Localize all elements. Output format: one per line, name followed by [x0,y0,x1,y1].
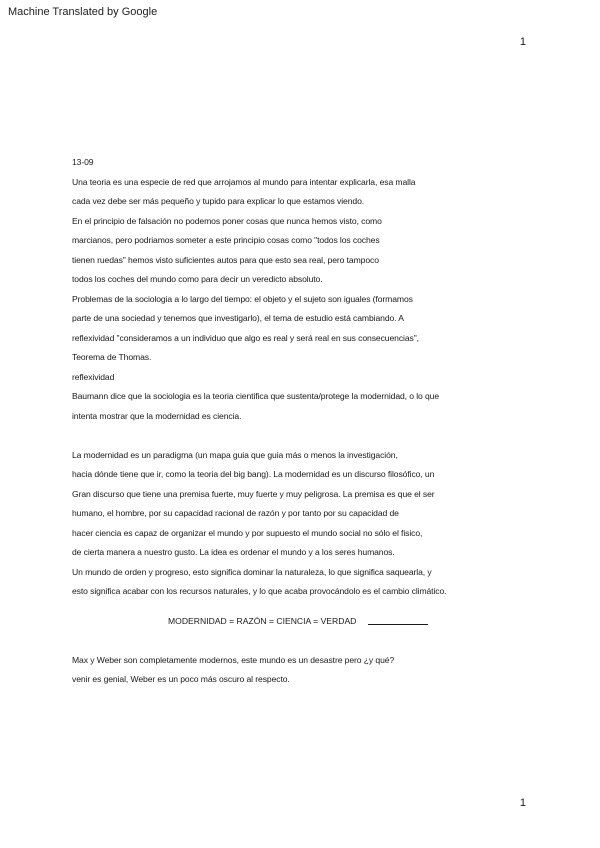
document-body [72,153,532,690]
paragraph-1 [72,173,532,212]
text-line: En el principio de falsación no podemos poner cosas que nunca hemos visto, como [72,215,382,226]
text-line: La modernidad es un paradigma (un mapa guia que guia más o menos la investigación, [72,449,398,460]
paragraph-2 [72,212,532,290]
text-line: marcianos, pero podriamos someter a este principio cosas como "todos los coches [72,235,380,245]
date-heading: 13-09 [72,157,94,167]
paragraph-7 [72,651,532,690]
paragraph-6 [72,446,532,602]
paragraph-5 [72,387,532,426]
page-number-top: 1 [519,36,526,48]
text-line: venir es genial, Weber es un poco más oscuro al respecto. [72,674,290,684]
text-line: tienen ruedas" hemos visto suficientes autos para que esto sea real, pero tampoco [72,254,379,265]
text-line: Gran discurso que tiene una premisa fuerte, muy fuerte y muy peligrosa. La premisa es que el ser [72,488,435,499]
text-line: Problemas de la sociologia a lo largo del tiempo: el objeto y el sujeto son iguales (formamos [72,293,413,304]
text-line: reflexividad [72,371,115,382]
translation-banner: Machine Translated by Google [8,6,158,18]
blank-underline [368,624,428,625]
text-line: Un mundo de orden y progreso, esto significa dominar la naturaleza, lo que significa saquearla, y [72,566,432,577]
text-line: humano, el hombre, por su capacidad racional de razón y por tanto por su capacidad de [72,508,399,518]
spacer [72,602,532,612]
text-line: parte de una sociedad y tenemos que investigarlo), el tema de estudio está cambiando. A [72,313,404,323]
page-number-bottom: 1 [519,797,526,809]
paragraph-4 [72,368,532,388]
text-line: Teorema de Thomas. [72,352,152,362]
spacer [72,631,532,651]
spacer [72,426,532,446]
paragraph-3 [72,290,532,368]
text-line: esto significa acabar con los recursos naturales, y lo que acaba provocándolo es el cambio climático. [72,586,447,596]
text-line: todos los coches del mundo como para decir un veredicto absoluto. [72,274,323,284]
text-line: intenta mostrar que la modernidad es ciencia. [72,410,242,421]
text-line: hacia dónde tiene que ir, como la teoria del big bang). La modernidad es un discurso filosófico, un [72,469,435,479]
text-line: Una teoria es una especie de red que arrojamos al mundo para intentar explicarla, esa malla [72,176,416,187]
text-line: Baumann dice que la sociologia es la teoria cientifica que sustenta/protege la modernidad, o lo que [72,391,440,401]
text-line: hacer ciencia es capaz de organizar el mundo y por supuesto el mundo social no sólo el fisico, [72,527,423,538]
text-line: Max y Weber son completamente modernos, este mundo es un desastre pero ¿y qué? [72,654,395,665]
equation-line [168,612,532,632]
text-line: reflexividad "consideramos a un individuo que algo es real y será real en sus consecuencias", [72,332,419,343]
text-line: cada vez debe ser más pequeño y tupido para explicar lo que estamos viendo. [72,196,365,206]
text-line: de cierta manera a nuestro gusto. La idea es ordenar el mundo y a los seres humanos. [72,547,395,557]
equation-text: MODERNIDAD = RAZÓN = CIENCIA = VERDAD [168,615,357,626]
